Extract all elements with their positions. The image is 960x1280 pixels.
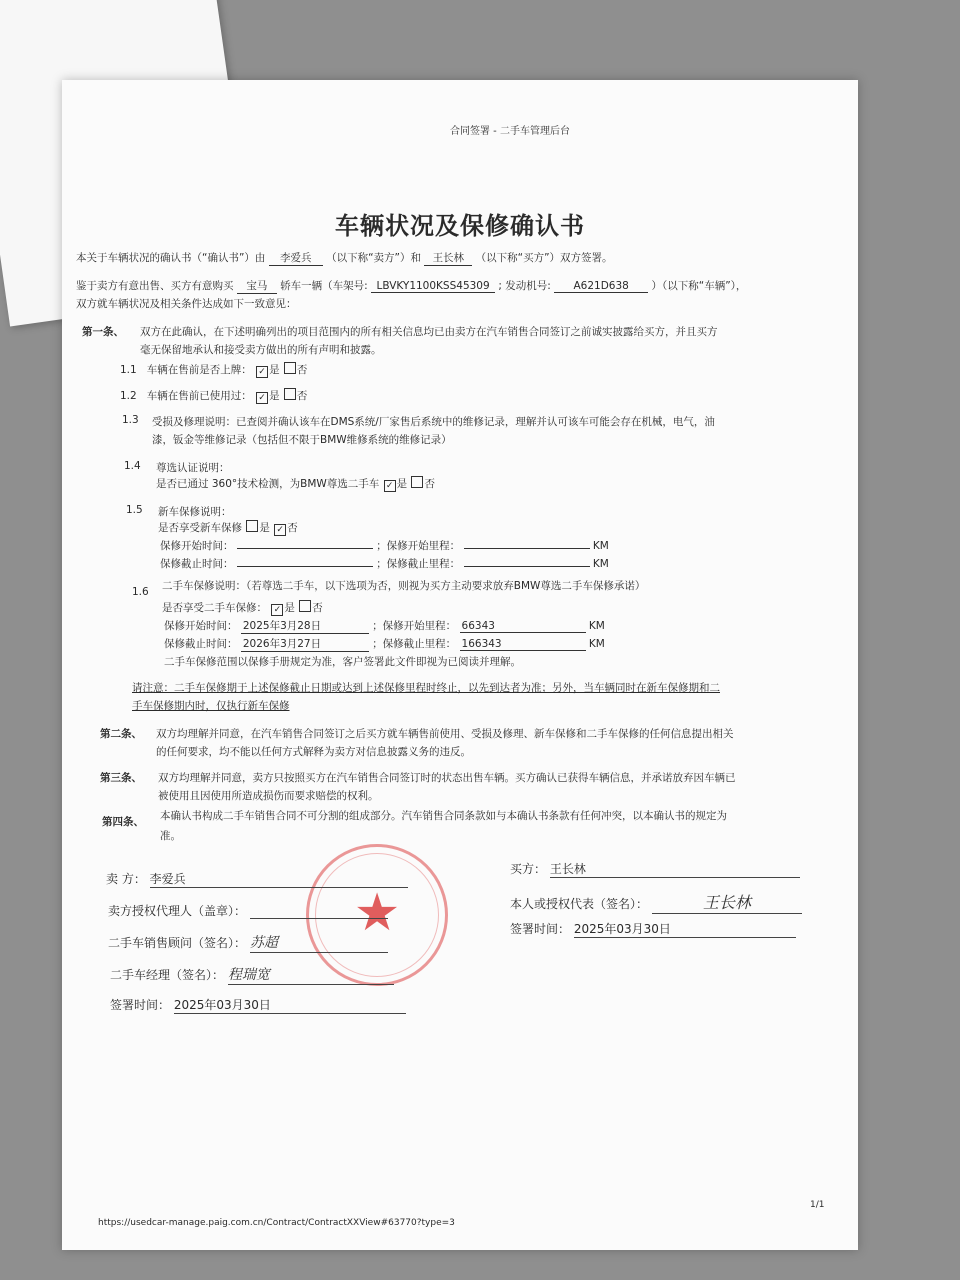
vehicle-pre: 鉴于卖方有意出售、买方有意购买	[76, 280, 234, 292]
item-1-5-yes-label: 是	[259, 522, 270, 534]
footer-url: https://usedcar-manage.paig.com.cn/Contract/ContractXXView#63770?type=3	[98, 1218, 455, 1228]
item-1-2-yes-checkbox[interactable]: ✓	[256, 392, 268, 404]
item-1-4-yes-label: 是	[396, 478, 408, 490]
item-1-1-no-label: 否	[296, 364, 308, 376]
rep-row	[510, 890, 802, 914]
item-1-3-text2: 漆，钣金等维修记录（包括但不限于BMW维修系统的维修记录）	[152, 434, 452, 446]
item-1-6-start-date: 2025年3月28日	[241, 618, 369, 634]
item-1-6-start-km-unit: KM	[588, 620, 605, 632]
item-1-2-no-checkbox[interactable]	[284, 388, 296, 400]
seller-value: 李爱兵	[149, 872, 186, 886]
manager-row	[110, 964, 394, 985]
article3-text1: 双方均理解并同意，卖方只按照买方在汽车销售合同签订时的状态出售车辆。买方确认已获得车辆信息，并承诺放弃因车辆已	[158, 772, 736, 784]
buyer-time-row	[510, 920, 796, 938]
item-1-2-no: 1.2	[120, 390, 137, 402]
item-1-1-yes-label: 是	[269, 364, 280, 376]
item-1-2-no-label: 否	[296, 390, 308, 402]
buyer-label: 买方：	[510, 862, 547, 876]
consultant-row	[108, 932, 388, 953]
item-1-5-end-km-unit: KM	[592, 558, 609, 570]
item-1-2-text: 车辆在售前已使用过：	[146, 390, 252, 402]
article2-text1: 双方均理解并同意，在汽车销售合同签订之后买方就车辆售前使用、受损及修理、新车保修和二手车保修的任何信息提出相关	[156, 728, 734, 740]
item-1-5-end-km-label: ；保修截止里程：	[376, 558, 461, 570]
item-1-4-no-label: 否	[424, 478, 435, 490]
item-1-4-no-checkbox[interactable]	[411, 476, 423, 488]
item-1-3-text1: 受损及修理说明：已查阅并确认该车在DMS系统/厂家售后系统中的维修记录，理解并认可该车可能会存在机械，电气，油	[152, 416, 715, 428]
item-1-5-start-time-field[interactable]	[237, 548, 373, 549]
item-1-6-yes-checkbox[interactable]: ✓	[271, 604, 283, 616]
vehicle-engine: A621D638	[554, 280, 648, 293]
page-header: 合同签署 - 二手车管理后台	[450, 126, 570, 137]
item-1-1-no: 1.1	[120, 364, 137, 376]
intro-mid: （以下称“卖方”）和	[326, 252, 421, 264]
article4-label: 第四条、	[102, 816, 144, 828]
vehicle-mid1: 轿车一辆（车架号:	[280, 280, 368, 292]
vehicle-line	[76, 278, 746, 294]
item-1-6-start-row	[164, 618, 605, 634]
article2-label: 第二条、	[100, 728, 142, 740]
rep-label: 本人或授权代表（签名）：	[510, 897, 649, 911]
consultant-label: 二手车销售顾问（签名）：	[108, 936, 247, 950]
item-1-6-yes-label: 是	[284, 602, 295, 614]
item-1-4-yes-checkbox[interactable]: ✓	[384, 480, 396, 492]
vehicle-line2: 双方就车辆状况及相关条件达成如下一致意见：	[76, 298, 297, 310]
vehicle-post: ）（以下称“车辆”），	[651, 280, 747, 292]
item-1-6-start-km: 66343	[460, 620, 586, 633]
item-1-6-end-km: 166343	[460, 638, 586, 651]
notice-line1: 请注意：二手车保修期于上述保修截止日期或达到上述保修里程时终止，以先到达者为准；另外，当车辆同时在新车保修期和二	[132, 682, 720, 694]
item-1-3-no: 1.3	[122, 414, 139, 426]
agent-label: 卖方授权代理人（盖章）：	[108, 904, 247, 918]
item-1-4-line2	[156, 476, 435, 492]
item-1-1-no-checkbox[interactable]	[284, 362, 296, 374]
agent-row	[108, 902, 388, 919]
item-1-5-start-row	[160, 538, 609, 553]
page-number: 1/1	[810, 1200, 825, 1210]
item-1-6-start-km-label: ；保修开始里程：	[372, 620, 457, 632]
item-1-5-end-row	[160, 556, 609, 571]
item-1-5-end-time-label: 保修截止时间：	[160, 558, 234, 570]
item-1-5-no-checkbox[interactable]: ✓	[274, 524, 286, 536]
item-1-5-start-km-field[interactable]	[464, 548, 590, 549]
item-1-5-text2: 是否享受新车保修	[158, 522, 242, 534]
item-1-6-text1: 二手车保修说明：（若尊选二手车，以下选项为否，则视为买方主动要求放弃BMW尊选二手车保修承诺）	[162, 580, 646, 592]
item-1-6-note: 二手车保修范围以保修手册规定为准，客户签署此文件即视为已阅读并理解。	[164, 656, 521, 668]
item-1-5-end-km-field[interactable]	[464, 566, 590, 567]
item-1-6-end-time-label: 保修截止时间：	[164, 638, 238, 650]
vehicle-mid2: ; 发动机号:	[498, 280, 551, 292]
item-1-6-end-km-label: ；保修截止里程：	[372, 638, 457, 650]
agent-field[interactable]	[250, 904, 388, 919]
item-1-5-text1: 新车保修说明：	[158, 506, 232, 518]
intro-pre: 本关于车辆状况的确认书（“确认书”）由	[76, 252, 266, 264]
vehicle-vin: LBVKY1100KSS45309	[371, 280, 495, 293]
item-1-4-text1: 尊选认证说明：	[156, 462, 230, 474]
seller-time-value: 2025年03月30日	[173, 998, 271, 1012]
buyer-row	[510, 860, 800, 878]
item-1-2-yes-label: 是	[269, 390, 280, 402]
article1-label: 第一条、	[82, 326, 124, 338]
item-1-5-no-label: 否	[287, 522, 298, 534]
item-1-6-text2: 是否享受二手车保修：	[162, 602, 267, 614]
item-1-6-end-date: 2026年3月27日	[241, 636, 369, 652]
item-1-6-no-label: 否	[312, 602, 323, 614]
article1-text2: 毫无保留地承认和接受卖方做出的所有声明和披露。	[140, 344, 382, 356]
document-title: 车辆状况及保修确认书	[335, 212, 585, 240]
article4-text1: 本确认书构成二手车销售合同不可分割的组成部分。汽车销售合同条款如与本确认书条款有任何冲突，以本确认书的规定为	[160, 810, 727, 822]
item-1-5-end-time-field[interactable]	[237, 566, 373, 567]
article4-text2: 准。	[160, 830, 181, 842]
buyer-time-label: 签署时间：	[510, 922, 571, 936]
item-1-1-yes-checkbox[interactable]: ✓	[256, 366, 268, 378]
article1-text1: 双方在此确认，在下述明确列出的项目范围内的所有相关信息均已由卖方在汽车销售合同签订之前诚实披露给买方，并且买方	[140, 326, 718, 338]
item-1-5-yes-checkbox[interactable]	[246, 520, 258, 532]
manager-label: 二手车经理（签名）：	[110, 968, 225, 982]
consultant-value: 苏超	[249, 935, 278, 951]
intro-line	[76, 250, 613, 266]
item-1-6-start-time-label: 保修开始时间：	[164, 620, 238, 632]
article3-text2: 被使用且因使用所造成损伤而要求赔偿的权利。	[158, 790, 379, 802]
item-1-2	[120, 388, 307, 404]
item-1-6-no: 1.6	[132, 586, 149, 598]
item-1-4-text2: 是否已通过 360°技术检测，为BMW尊选二手车	[156, 478, 380, 490]
intro-seller-name: 李爱兵	[269, 250, 323, 266]
item-1-6-end-row	[164, 636, 605, 652]
intro-buyer-name: 王长林	[424, 250, 472, 266]
seller-time-row	[110, 996, 406, 1014]
item-1-1	[120, 362, 307, 378]
document-page	[62, 80, 858, 1250]
item-1-5-line2	[158, 520, 298, 536]
item-1-1-text: 车辆在售前是否上牌：	[146, 364, 252, 376]
article2-text2: 的任何要求，均不能以任何方式解释为卖方对信息披露义务的违反。	[156, 746, 471, 758]
buyer-value: 王长林	[549, 862, 586, 876]
item-1-5-start-km-label: ；保修开始里程：	[376, 540, 461, 552]
seller-label: 卖 方：	[106, 872, 146, 886]
item-1-6-no-checkbox[interactable]	[299, 600, 311, 612]
seller-row	[106, 870, 408, 888]
seller-time-label: 签署时间：	[110, 998, 171, 1012]
article3-label: 第三条、	[100, 772, 142, 784]
item-1-6-line2	[162, 600, 323, 616]
item-1-5-start-time-label: 保修开始时间：	[160, 540, 234, 552]
seal-star-icon: ★	[353, 883, 401, 943]
item-1-5-no: 1.5	[126, 504, 143, 516]
rep-signature: 王长林	[702, 893, 751, 912]
item-1-6-end-km-unit: KM	[588, 638, 605, 650]
intro-post: （以下称“买方”）双方签署。	[475, 252, 613, 264]
item-1-4-no: 1.4	[124, 460, 141, 472]
item-1-5-start-km-unit: KM	[592, 540, 609, 552]
manager-value: 程瑞宽	[227, 967, 270, 983]
buyer-time-value: 2025年03月30日	[573, 922, 671, 936]
vehicle-brand: 宝马	[237, 278, 277, 294]
notice-line2: 手车保修期内时，仅执行新车保修	[132, 700, 290, 712]
